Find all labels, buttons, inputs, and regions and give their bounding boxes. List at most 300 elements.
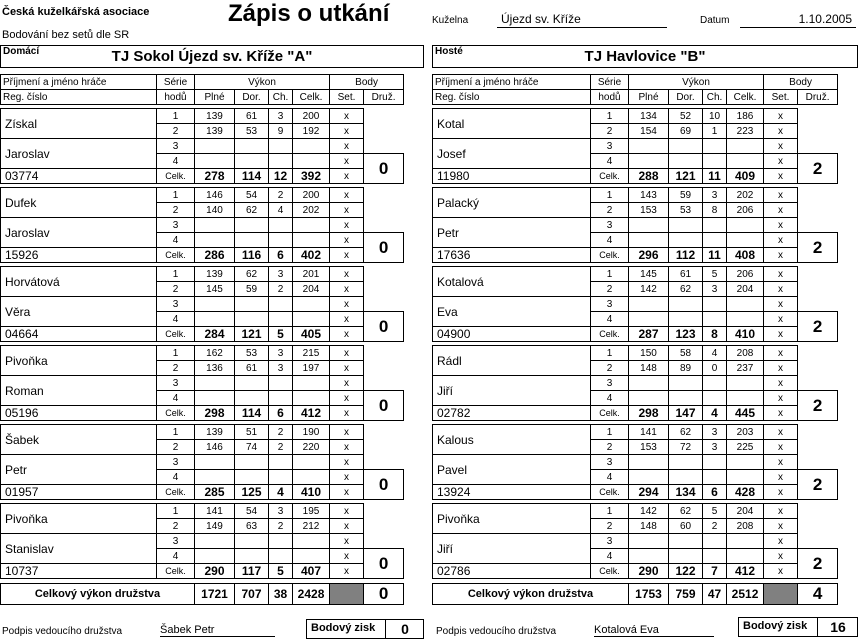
player-reg-number: 02786 bbox=[433, 564, 591, 579]
series-value: 215 bbox=[293, 346, 330, 361]
set-mark: x bbox=[764, 139, 798, 154]
player-surname: Šabek bbox=[1, 425, 157, 455]
series-value bbox=[629, 139, 669, 154]
series-number: 3 bbox=[157, 218, 195, 233]
table-row bbox=[433, 169, 838, 184]
team-total-value: 2512 bbox=[727, 584, 764, 605]
date-value: 1.10.2005 bbox=[740, 12, 856, 28]
set-mark: x bbox=[764, 564, 798, 579]
player-total-value: 286 bbox=[195, 248, 235, 263]
series-number: 4 bbox=[591, 312, 629, 327]
series-value: 220 bbox=[293, 440, 330, 455]
player-total-value: 122 bbox=[669, 564, 703, 579]
player-firstname: Pavel bbox=[433, 455, 591, 485]
series-number: 2 bbox=[157, 361, 195, 376]
series-value: 74 bbox=[235, 440, 269, 455]
player-team-points: 2 bbox=[798, 312, 838, 342]
series-value: 3 bbox=[269, 267, 293, 282]
table-row bbox=[1, 485, 404, 500]
away-label: Hosté bbox=[435, 46, 463, 57]
series-value bbox=[703, 312, 727, 327]
home-captain-name: Šabek Petr bbox=[160, 624, 275, 637]
series-value: 2 bbox=[269, 188, 293, 203]
series-number: 1 bbox=[157, 109, 195, 124]
player-firstname: Petr bbox=[1, 455, 157, 485]
set-mark: x bbox=[330, 425, 364, 440]
player-reg-number: 11980 bbox=[433, 169, 591, 184]
set-mark: x bbox=[764, 485, 798, 500]
series-value bbox=[629, 154, 669, 169]
series-value bbox=[235, 297, 269, 312]
player-team-points: 0 bbox=[364, 154, 404, 184]
total-label: Celk. bbox=[591, 406, 629, 421]
series-value: 148 bbox=[629, 361, 669, 376]
player-total-value: 410 bbox=[727, 327, 764, 342]
player-team-points: 0 bbox=[364, 312, 404, 342]
col-header-pts-1: Druž. bbox=[364, 90, 404, 105]
series-number: 1 bbox=[591, 504, 629, 519]
set-mark: x bbox=[330, 124, 364, 139]
series-number: 3 bbox=[591, 455, 629, 470]
series-value: 62 bbox=[235, 267, 269, 282]
series-number: 3 bbox=[591, 297, 629, 312]
series-value bbox=[669, 218, 703, 233]
set-mark: x bbox=[330, 169, 364, 184]
series-value bbox=[629, 549, 669, 564]
series-value: 153 bbox=[629, 203, 669, 218]
series-number: 2 bbox=[591, 519, 629, 534]
series-number: 2 bbox=[591, 124, 629, 139]
series-value: 4 bbox=[703, 346, 727, 361]
series-value bbox=[235, 376, 269, 391]
set-mark: x bbox=[764, 406, 798, 421]
player-firstname: Věra bbox=[1, 297, 157, 327]
set-mark: x bbox=[330, 361, 364, 376]
player-total-value: 407 bbox=[293, 564, 330, 579]
series-value bbox=[703, 391, 727, 406]
team-total-value: 1721 bbox=[195, 584, 235, 605]
series-value: 53 bbox=[669, 203, 703, 218]
set-mark: x bbox=[330, 376, 364, 391]
away-captain-name: Kotalová Eva bbox=[594, 624, 714, 637]
series-value: 142 bbox=[629, 504, 669, 519]
player-surname: Kalous bbox=[433, 425, 591, 455]
series-value bbox=[293, 297, 330, 312]
points-spacer bbox=[798, 267, 838, 312]
series-value bbox=[669, 297, 703, 312]
player-reg-number: 15926 bbox=[1, 248, 157, 263]
player-surname: Pivoňka bbox=[1, 504, 157, 534]
series-value: 204 bbox=[727, 282, 764, 297]
series-value: 62 bbox=[235, 203, 269, 218]
player-firstname: Josef bbox=[433, 139, 591, 169]
player-total-value: 121 bbox=[235, 327, 269, 342]
points-spacer bbox=[364, 425, 404, 470]
player-team-points: 0 bbox=[364, 233, 404, 263]
table-row bbox=[433, 346, 838, 361]
set-mark: x bbox=[764, 312, 798, 327]
away-team-name: TJ Havlovice "B" bbox=[584, 48, 706, 65]
set-mark: x bbox=[764, 327, 798, 342]
home-label: Domácí bbox=[3, 46, 40, 57]
series-number: 4 bbox=[591, 154, 629, 169]
table-row bbox=[433, 327, 838, 342]
series-value: 53 bbox=[235, 346, 269, 361]
series-value: 204 bbox=[727, 504, 764, 519]
set-mark: x bbox=[764, 282, 798, 297]
player-total-value: 409 bbox=[727, 169, 764, 184]
set-mark: x bbox=[764, 534, 798, 549]
player-surname: Pivoňka bbox=[433, 504, 591, 534]
series-value: 3 bbox=[703, 425, 727, 440]
set-mark: x bbox=[764, 455, 798, 470]
series-value bbox=[195, 139, 235, 154]
series-value: 61 bbox=[235, 361, 269, 376]
series-value bbox=[293, 233, 330, 248]
total-label: Celk. bbox=[157, 564, 195, 579]
series-value: 4 bbox=[269, 203, 293, 218]
points-spacer bbox=[798, 504, 838, 549]
player-reg-number: 04664 bbox=[1, 327, 157, 342]
series-value: 3 bbox=[703, 282, 727, 297]
player-reg-number: 17636 bbox=[433, 248, 591, 263]
series-value: 72 bbox=[669, 440, 703, 455]
series-value bbox=[669, 233, 703, 248]
series-value bbox=[235, 154, 269, 169]
table-row bbox=[433, 139, 838, 154]
series-value bbox=[727, 391, 764, 406]
series-value: 5 bbox=[703, 267, 727, 282]
series-value bbox=[727, 233, 764, 248]
series-value: 5 bbox=[703, 504, 727, 519]
series-value: 69 bbox=[669, 124, 703, 139]
series-number: 1 bbox=[157, 267, 195, 282]
series-value: 154 bbox=[629, 124, 669, 139]
series-value bbox=[727, 455, 764, 470]
series-value bbox=[195, 455, 235, 470]
player-total-value: 7 bbox=[703, 564, 727, 579]
player-total-value: 125 bbox=[235, 485, 269, 500]
total-label: Celk. bbox=[157, 327, 195, 342]
points-spacer bbox=[364, 188, 404, 233]
set-mark: x bbox=[330, 406, 364, 421]
series-value bbox=[669, 549, 703, 564]
series-value bbox=[235, 233, 269, 248]
series-value bbox=[293, 391, 330, 406]
series-value: 2 bbox=[269, 440, 293, 455]
player-total-value: 6 bbox=[269, 248, 293, 263]
col-header-series-2: hodů bbox=[157, 90, 195, 105]
series-value: 145 bbox=[629, 267, 669, 282]
set-mark: x bbox=[330, 504, 364, 519]
series-value bbox=[235, 455, 269, 470]
series-number: 1 bbox=[157, 425, 195, 440]
player-total-value: 11 bbox=[703, 248, 727, 263]
series-number: 2 bbox=[157, 519, 195, 534]
series-value bbox=[669, 470, 703, 485]
table-row bbox=[433, 248, 838, 263]
set-mark: x bbox=[764, 233, 798, 248]
player-total-value: 410 bbox=[293, 485, 330, 500]
series-value: 61 bbox=[669, 267, 703, 282]
series-value: 3 bbox=[269, 109, 293, 124]
table-row bbox=[1, 218, 404, 233]
series-number: 1 bbox=[591, 109, 629, 124]
set-mark: x bbox=[330, 440, 364, 455]
series-value: 140 bbox=[195, 203, 235, 218]
table-row bbox=[1, 534, 404, 549]
series-number: 4 bbox=[591, 549, 629, 564]
series-value: 148 bbox=[629, 519, 669, 534]
series-value bbox=[727, 297, 764, 312]
series-value bbox=[293, 455, 330, 470]
series-value: 146 bbox=[195, 188, 235, 203]
series-number: 1 bbox=[157, 346, 195, 361]
series-value bbox=[629, 534, 669, 549]
table-row bbox=[1, 169, 404, 184]
total-label: Celk. bbox=[591, 248, 629, 263]
player-total-value: 117 bbox=[235, 564, 269, 579]
series-value bbox=[629, 233, 669, 248]
series-value: 52 bbox=[669, 109, 703, 124]
set-mark: x bbox=[330, 267, 364, 282]
team-total-value: 47 bbox=[703, 584, 727, 605]
series-value: 142 bbox=[629, 282, 669, 297]
col-header-reg: Reg. číslo bbox=[1, 90, 157, 105]
points-spacer bbox=[364, 109, 404, 154]
set-mark: x bbox=[764, 376, 798, 391]
points-spacer bbox=[798, 346, 838, 391]
series-value: 206 bbox=[727, 203, 764, 218]
col-header-reg: Reg. číslo bbox=[433, 90, 591, 105]
col-header-points: Body bbox=[330, 75, 404, 90]
series-value: 208 bbox=[727, 346, 764, 361]
series-value bbox=[269, 297, 293, 312]
player-firstname: Stanislav bbox=[1, 534, 157, 564]
series-value: 62 bbox=[669, 425, 703, 440]
set-mark: x bbox=[764, 549, 798, 564]
series-number: 3 bbox=[591, 218, 629, 233]
col-header-perf-2: Ch. bbox=[703, 90, 727, 105]
set-mark: x bbox=[764, 248, 798, 263]
series-value bbox=[235, 470, 269, 485]
set-mark: x bbox=[764, 440, 798, 455]
series-value bbox=[703, 534, 727, 549]
series-value: 54 bbox=[235, 188, 269, 203]
col-header-perf-2: Ch. bbox=[269, 90, 293, 105]
player-reg-number: 02782 bbox=[433, 406, 591, 421]
player-total-value: 116 bbox=[235, 248, 269, 263]
total-label: Celk. bbox=[157, 248, 195, 263]
table-row bbox=[433, 455, 838, 470]
series-value bbox=[269, 233, 293, 248]
series-value bbox=[629, 312, 669, 327]
series-value: 146 bbox=[195, 440, 235, 455]
series-value: 203 bbox=[727, 425, 764, 440]
set-mark: x bbox=[330, 154, 364, 169]
table-row bbox=[1, 139, 404, 154]
series-value: 162 bbox=[195, 346, 235, 361]
col-header-perf-3: Celk. bbox=[293, 90, 330, 105]
series-value: 3 bbox=[703, 188, 727, 203]
series-number: 4 bbox=[157, 391, 195, 406]
series-value bbox=[629, 470, 669, 485]
series-value bbox=[669, 391, 703, 406]
table-row bbox=[1, 327, 404, 342]
series-value bbox=[293, 154, 330, 169]
series-number: 1 bbox=[157, 188, 195, 203]
table-row bbox=[433, 267, 838, 282]
series-value bbox=[235, 549, 269, 564]
set-mark: x bbox=[764, 391, 798, 406]
player-total-value: 287 bbox=[629, 327, 669, 342]
series-value bbox=[293, 218, 330, 233]
series-number: 4 bbox=[157, 549, 195, 564]
series-number: 1 bbox=[157, 504, 195, 519]
table-row bbox=[433, 425, 838, 440]
series-value: 0 bbox=[703, 361, 727, 376]
table-row bbox=[433, 406, 838, 421]
set-mark: x bbox=[764, 470, 798, 485]
player-total-value: 285 bbox=[195, 485, 235, 500]
series-value bbox=[195, 470, 235, 485]
player-reg-number: 13924 bbox=[433, 485, 591, 500]
series-number: 3 bbox=[157, 455, 195, 470]
set-mark: x bbox=[764, 154, 798, 169]
series-value bbox=[235, 391, 269, 406]
series-value bbox=[195, 297, 235, 312]
series-value bbox=[629, 455, 669, 470]
player-total-value: 4 bbox=[703, 406, 727, 421]
table-row bbox=[433, 504, 838, 519]
set-mark: x bbox=[764, 109, 798, 124]
series-value bbox=[235, 139, 269, 154]
team-total-set-cell bbox=[330, 584, 364, 605]
series-number: 4 bbox=[157, 470, 195, 485]
table-row bbox=[1, 376, 404, 391]
series-value: 62 bbox=[669, 504, 703, 519]
player-total-value: 114 bbox=[235, 169, 269, 184]
col-header-pts-0: Set. bbox=[764, 90, 798, 105]
player-total-value: 298 bbox=[195, 406, 235, 421]
series-value bbox=[703, 470, 727, 485]
player-reg-number: 04900 bbox=[433, 327, 591, 342]
series-number: 4 bbox=[157, 154, 195, 169]
set-mark: x bbox=[330, 248, 364, 263]
player-team-points: 2 bbox=[798, 549, 838, 579]
table-row bbox=[433, 188, 838, 203]
series-value: 192 bbox=[293, 124, 330, 139]
player-reg-number: 10737 bbox=[1, 564, 157, 579]
player-total-value: 405 bbox=[293, 327, 330, 342]
series-value: 8 bbox=[703, 203, 727, 218]
series-value bbox=[269, 534, 293, 549]
points-spacer bbox=[798, 109, 838, 154]
series-value: 153 bbox=[629, 440, 669, 455]
table-row bbox=[433, 376, 838, 391]
col-header-perf-3: Celk. bbox=[727, 90, 764, 105]
col-header-series: Série bbox=[157, 75, 195, 90]
home-zisk-value: 0 bbox=[385, 620, 424, 638]
series-value bbox=[703, 376, 727, 391]
player-total-value: 392 bbox=[293, 169, 330, 184]
player-total-value: 402 bbox=[293, 248, 330, 263]
series-value: 89 bbox=[669, 361, 703, 376]
series-value bbox=[195, 218, 235, 233]
series-value: 150 bbox=[629, 346, 669, 361]
player-total-value: 428 bbox=[727, 485, 764, 500]
home-captain-label: Podpis vedoucího družstva bbox=[2, 626, 123, 637]
player-team-points: 2 bbox=[798, 391, 838, 421]
player-firstname: Jiří bbox=[433, 534, 591, 564]
col-header-series-2: hodů bbox=[591, 90, 629, 105]
series-number: 3 bbox=[157, 534, 195, 549]
player-surname: Kotalová bbox=[433, 267, 591, 297]
series-value bbox=[727, 218, 764, 233]
player-total-value: 284 bbox=[195, 327, 235, 342]
col-header-performance: Výkon bbox=[629, 75, 764, 90]
series-value bbox=[629, 297, 669, 312]
series-number: 2 bbox=[157, 440, 195, 455]
series-value bbox=[269, 376, 293, 391]
series-value: 9 bbox=[269, 124, 293, 139]
series-value: 10 bbox=[703, 109, 727, 124]
set-mark: x bbox=[764, 425, 798, 440]
series-value bbox=[669, 376, 703, 391]
set-mark: x bbox=[764, 519, 798, 534]
series-value bbox=[293, 139, 330, 154]
set-mark: x bbox=[330, 282, 364, 297]
set-mark: x bbox=[330, 455, 364, 470]
series-number: 4 bbox=[591, 470, 629, 485]
team-total-label: Celkový výkon družstva bbox=[433, 584, 629, 605]
series-value bbox=[195, 391, 235, 406]
series-value bbox=[727, 549, 764, 564]
series-value bbox=[703, 233, 727, 248]
player-total-value: 298 bbox=[629, 406, 669, 421]
series-number: 3 bbox=[591, 139, 629, 154]
series-value bbox=[727, 154, 764, 169]
series-value: 3 bbox=[269, 504, 293, 519]
player-total-value: 288 bbox=[629, 169, 669, 184]
series-number: 2 bbox=[157, 124, 195, 139]
col-header-name: Příjmení a jméno hráče bbox=[1, 75, 157, 90]
player-total-value: 408 bbox=[727, 248, 764, 263]
player-total-value: 114 bbox=[235, 406, 269, 421]
series-value: 59 bbox=[235, 282, 269, 297]
series-value bbox=[293, 470, 330, 485]
series-number: 4 bbox=[157, 233, 195, 248]
total-label: Celk. bbox=[157, 485, 195, 500]
player-team-points: 2 bbox=[798, 233, 838, 263]
series-value: 139 bbox=[195, 109, 235, 124]
away-captain-label: Podpis vedoucího družstva bbox=[436, 626, 557, 637]
set-mark: x bbox=[330, 109, 364, 124]
series-value: 197 bbox=[293, 361, 330, 376]
player-total-value: 123 bbox=[669, 327, 703, 342]
series-number: 2 bbox=[591, 440, 629, 455]
series-number: 1 bbox=[591, 188, 629, 203]
series-value: 51 bbox=[235, 425, 269, 440]
series-value bbox=[727, 376, 764, 391]
home-team-name: TJ Sokol Újezd sv. Kříže "A" bbox=[111, 48, 313, 65]
total-label: Celk. bbox=[591, 327, 629, 342]
series-value: 237 bbox=[727, 361, 764, 376]
set-mark: x bbox=[764, 188, 798, 203]
set-mark: x bbox=[764, 218, 798, 233]
total-label: Celk. bbox=[591, 485, 629, 500]
series-number: 3 bbox=[157, 139, 195, 154]
